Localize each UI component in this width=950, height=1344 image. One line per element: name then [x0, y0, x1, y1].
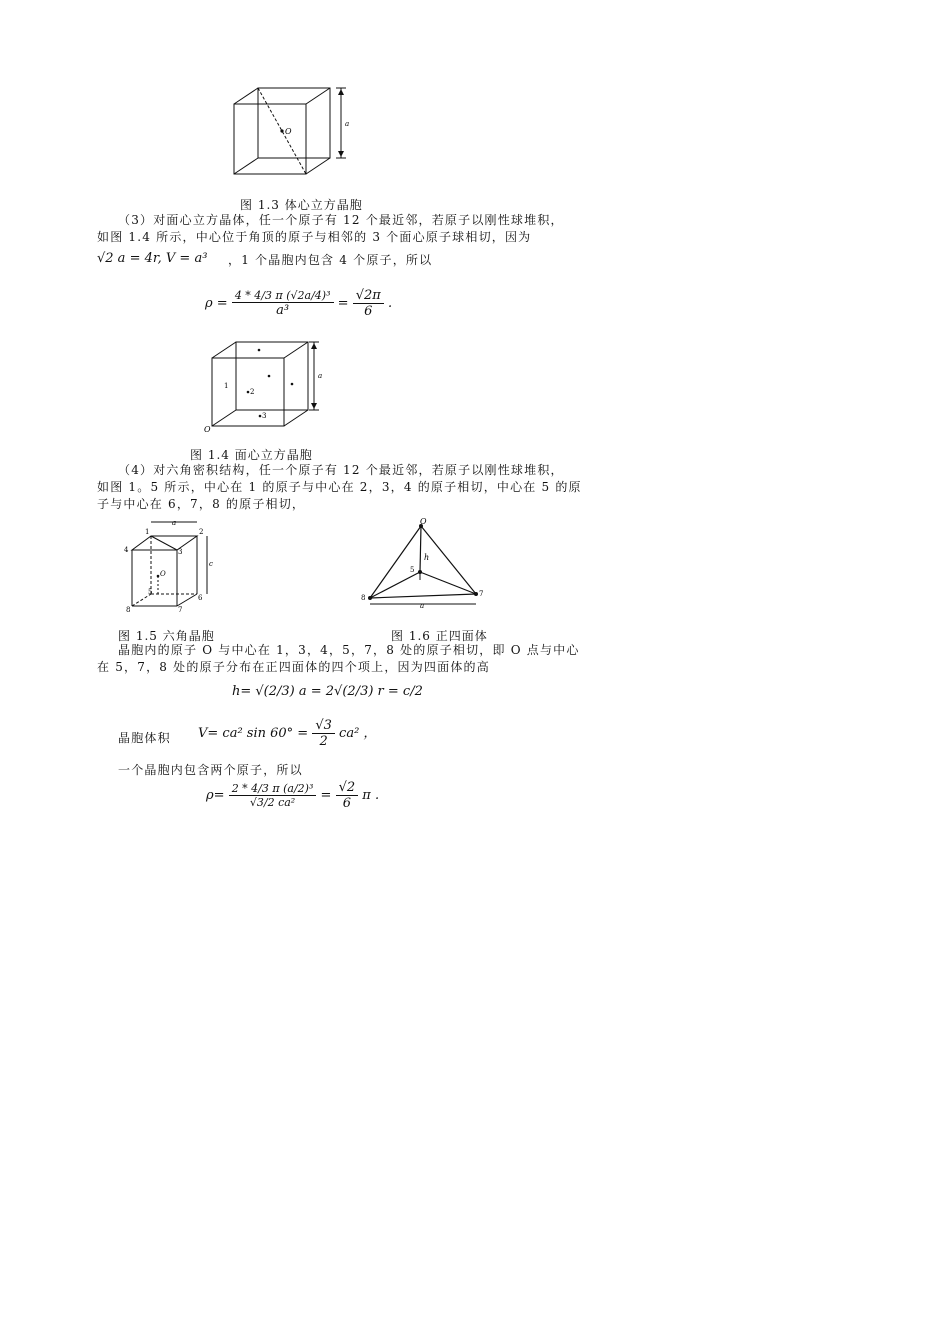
- hcp-density-result-den: 6: [342, 796, 351, 811]
- fcc-density-lhs: ρ =: [205, 296, 228, 311]
- hcp-density-result: [336, 780, 359, 811]
- hcp-density-fraction: [229, 782, 317, 809]
- label-4: 4: [124, 546, 129, 554]
- label-1: 1: [224, 382, 229, 390]
- caption-fig-1-5: 图 1.5 六角晶胞: [118, 629, 215, 643]
- caption-fig-1-3: 图 1.3 体心立方晶胞: [240, 198, 363, 212]
- paragraph-3-line-2: 如图 1.4 所示，中心位于角顶的原子与相邻的 3 个面心原子球相切，因为: [97, 230, 532, 244]
- paragraph-4-line-3: 子与中心在 6，7，8 的原子相切，: [97, 497, 306, 511]
- caption-fig-1-4: 图 1.4 面心立方晶胞: [190, 448, 313, 462]
- paragraph-4-line-2: 如图 1。5 所示，中心在 1 的原子与中心在 2，3，4 的原子相切，中心在 5 的原: [97, 480, 582, 494]
- paragraph-3-line-1: （3）对面心立方晶体，任一个原子有 12 个最近邻，若原子以刚性球堆积，: [118, 213, 564, 227]
- label-a: a: [345, 120, 350, 128]
- cube-front-face: [234, 104, 306, 174]
- fcc-density-equation: ρ = $\frac{\text{4 * 4/3 π (√2a/4)³}}{\text{a³}}$ = $\frac{√2\pi}{6}$ .: [205, 288, 393, 319]
- hcp-volume-equation: [198, 718, 376, 749]
- cube-back-face: [258, 88, 330, 158]
- volume-label: 晶胞体积: [118, 731, 171, 745]
- figure-1-5-hexagonal-cell: [120, 518, 220, 618]
- label-8: 8: [361, 594, 366, 602]
- label-5: 5: [410, 566, 415, 574]
- label-a: a: [172, 519, 177, 527]
- hcp-density-lhs: ρ=: [206, 788, 225, 803]
- paragraph-5-line-2: 在 5，7，8 处的原子分布在正四面体的四个项上，因为四面体的高: [97, 660, 490, 674]
- figure-1-3-bcc-cell: [225, 80, 365, 180]
- hcp-volume-den: 2: [319, 734, 328, 749]
- paragraph-3-line-3: ，1 个晶胞内包含 4 个原子，所以: [228, 253, 433, 267]
- center-atom: [280, 129, 283, 132]
- label-8: 8: [126, 606, 131, 614]
- label-a: a: [318, 372, 323, 380]
- hcp-density-pi: π .: [362, 788, 380, 803]
- label-2: 2: [250, 388, 255, 396]
- label-2: 2: [199, 528, 204, 536]
- hcp-volume-num: √3: [312, 718, 335, 734]
- hcp-volume-fraction: [312, 718, 335, 749]
- paragraph-5-line-1: 晶胞内的原子 O 与中心在 1，3，4，5，7，8 处的原子相切，即 O 点与中心: [118, 643, 580, 657]
- hcp-density-equation: ρ= $\frac{\text{2 * 4/3 π (a/2)³}}{\text{√3/2 ca²}}$ = $\frac{√2}{6}$ π .: [206, 780, 380, 811]
- label-7: 7: [479, 590, 484, 598]
- fcc-relation-equation: √2 a = 4r, V = a³: [97, 251, 208, 266]
- fcc-density-result-den: 6: [364, 304, 373, 319]
- label-3: 3: [262, 412, 267, 420]
- label-a: a: [420, 602, 425, 610]
- label-3: 3: [178, 548, 183, 556]
- label-h: h: [424, 553, 430, 562]
- hcp-volume-tail: ca² ，: [339, 726, 377, 741]
- fcc-density-numerator: 4 * 4/3 π (√2a/4)³: [232, 289, 334, 303]
- label-6: 6: [198, 594, 203, 602]
- caption-fig-1-6: 图 1.6 正四面体: [391, 629, 488, 643]
- hcp-height-equation: h= √(2/3) a = 2√(2/3) r = c/2: [232, 684, 423, 699]
- hcp-density-num: 2 * 4/3 π (a/2)³: [229, 782, 317, 796]
- label-5: 5: [148, 588, 153, 596]
- paragraph-4-line-1: （4）对六角密积结构，任一个原子有 12 个最近邻，若原子以刚性球堆积，: [118, 463, 564, 477]
- figure-1-4-fcc-cell: [192, 336, 332, 436]
- fcc-density-result: [353, 288, 384, 319]
- fcc-density-result-num: √2π: [353, 288, 384, 304]
- fcc-density-denominator: a³: [276, 303, 290, 318]
- hcp-density-result-num: √2: [336, 780, 359, 796]
- label-origin-o: O: [204, 425, 211, 434]
- figure-1-6-tetrahedron: [358, 516, 494, 616]
- label-c: c: [209, 560, 213, 568]
- hcp-volume-lhs: V= ca² sin 60° =: [198, 726, 309, 741]
- two-atoms-line: 一个晶胞内包含两个原子，所以: [118, 763, 303, 777]
- label-1: 1: [145, 528, 150, 536]
- label-o: O: [285, 127, 292, 136]
- label-o: O: [420, 517, 427, 526]
- label-7: 7: [178, 606, 183, 614]
- hcp-density-den: √3/2 ca²: [249, 796, 296, 809]
- label-o: O: [160, 570, 166, 578]
- fcc-density-fraction: [232, 289, 334, 318]
